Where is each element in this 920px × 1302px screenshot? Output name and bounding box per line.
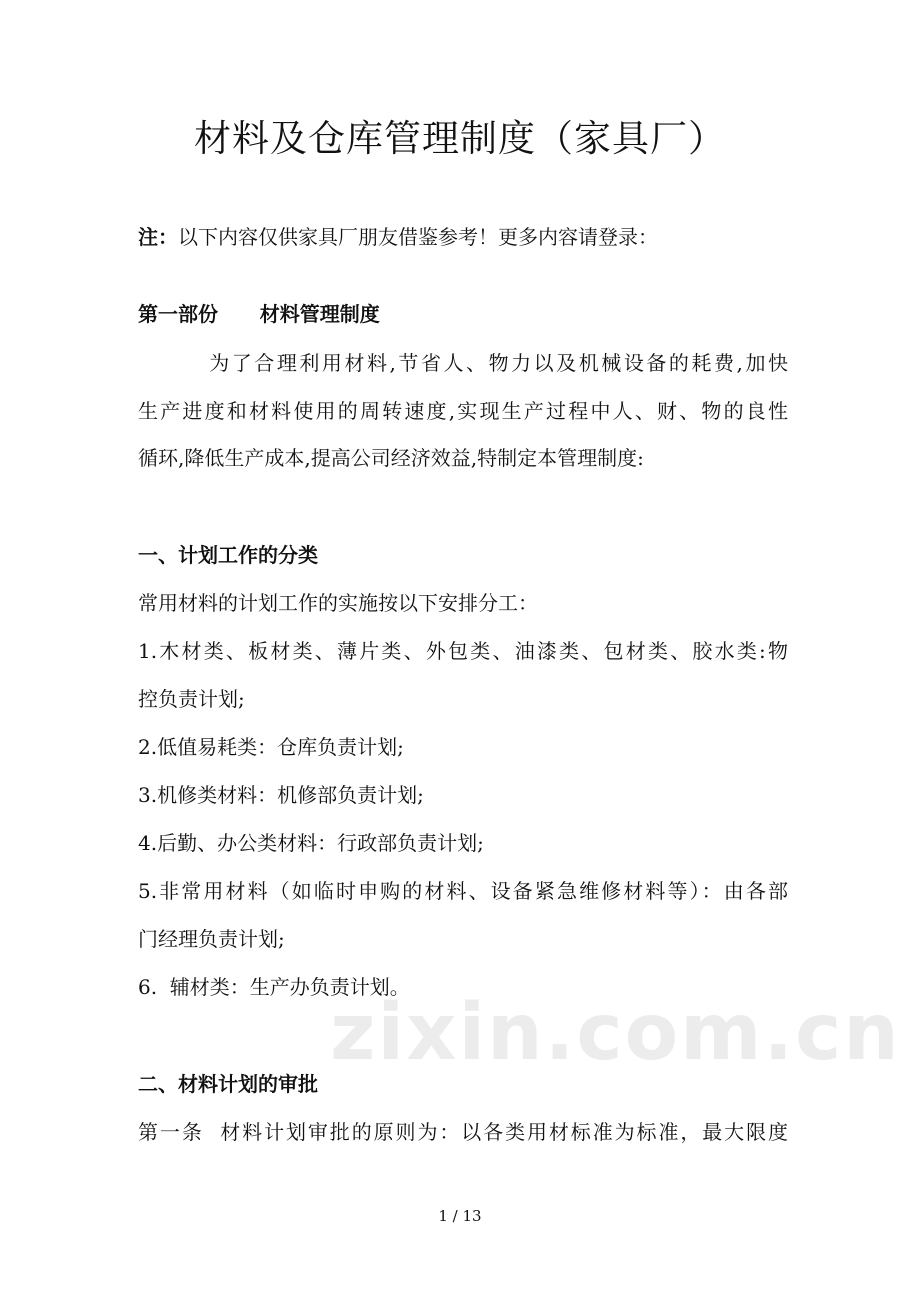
section-2-first-article: 第一条 材料计划审批的原则为：以各类用材标准为标准，最大限度 <box>138 1120 788 1144</box>
section-2-heading: 二、材料计划的审批 <box>138 1072 318 1096</box>
section-1-item: 3.机修类材料：机修部负责计划; <box>138 783 424 807</box>
note-label: 注： <box>138 225 178 249</box>
intro-line-1: 为了合理利用材料,节省人、物力以及机械设备的耗费,加快 <box>138 351 788 375</box>
page-indicator: 1 / 13 <box>438 1207 482 1225</box>
section-1-heading: 一、计划工作的分类 <box>138 543 318 567</box>
section-1-item: 控负责计划; <box>138 687 245 711</box>
intro-line-2: 生产进度和材料使用的周转速度,实现生产过程中人、财、物的良性 <box>138 399 788 423</box>
section-1-item: 2.低值易耗类：仓库负责计划; <box>138 735 404 759</box>
section-1-item: 门经理负责计划; <box>138 927 285 951</box>
note-text: 以下内容仅供家具厂朋友借鉴参考！更多内容请登录： <box>178 225 658 249</box>
section-1-item: 1.木材类、板材类、薄片类、外包类、油漆类、包材类、胶水类:物 <box>138 639 788 663</box>
note-line <box>138 221 788 250</box>
section-1-item: 4.后勤、办公类材料：行政部负责计划; <box>138 831 484 855</box>
watermark: zixin.com.cn <box>330 988 901 1078</box>
section-1-item: 6. 辅材类：生产办负责计划。 <box>138 975 410 999</box>
section-1-intro: 常用材料的计划工作的实施按以下安排分工： <box>138 591 538 615</box>
intro-line-3: 循环,降低生产成本,提高公司经济效益,特制定本管理制度: <box>138 446 644 470</box>
document-title: 材料及仓库管理制度（家具厂） <box>194 117 726 160</box>
section-1-item: 5.非常用材料（如临时申购的材料、设备紧急维修材料等）：由各部 <box>138 879 788 903</box>
part-heading: 第一部份 材料管理制度 <box>138 302 380 326</box>
